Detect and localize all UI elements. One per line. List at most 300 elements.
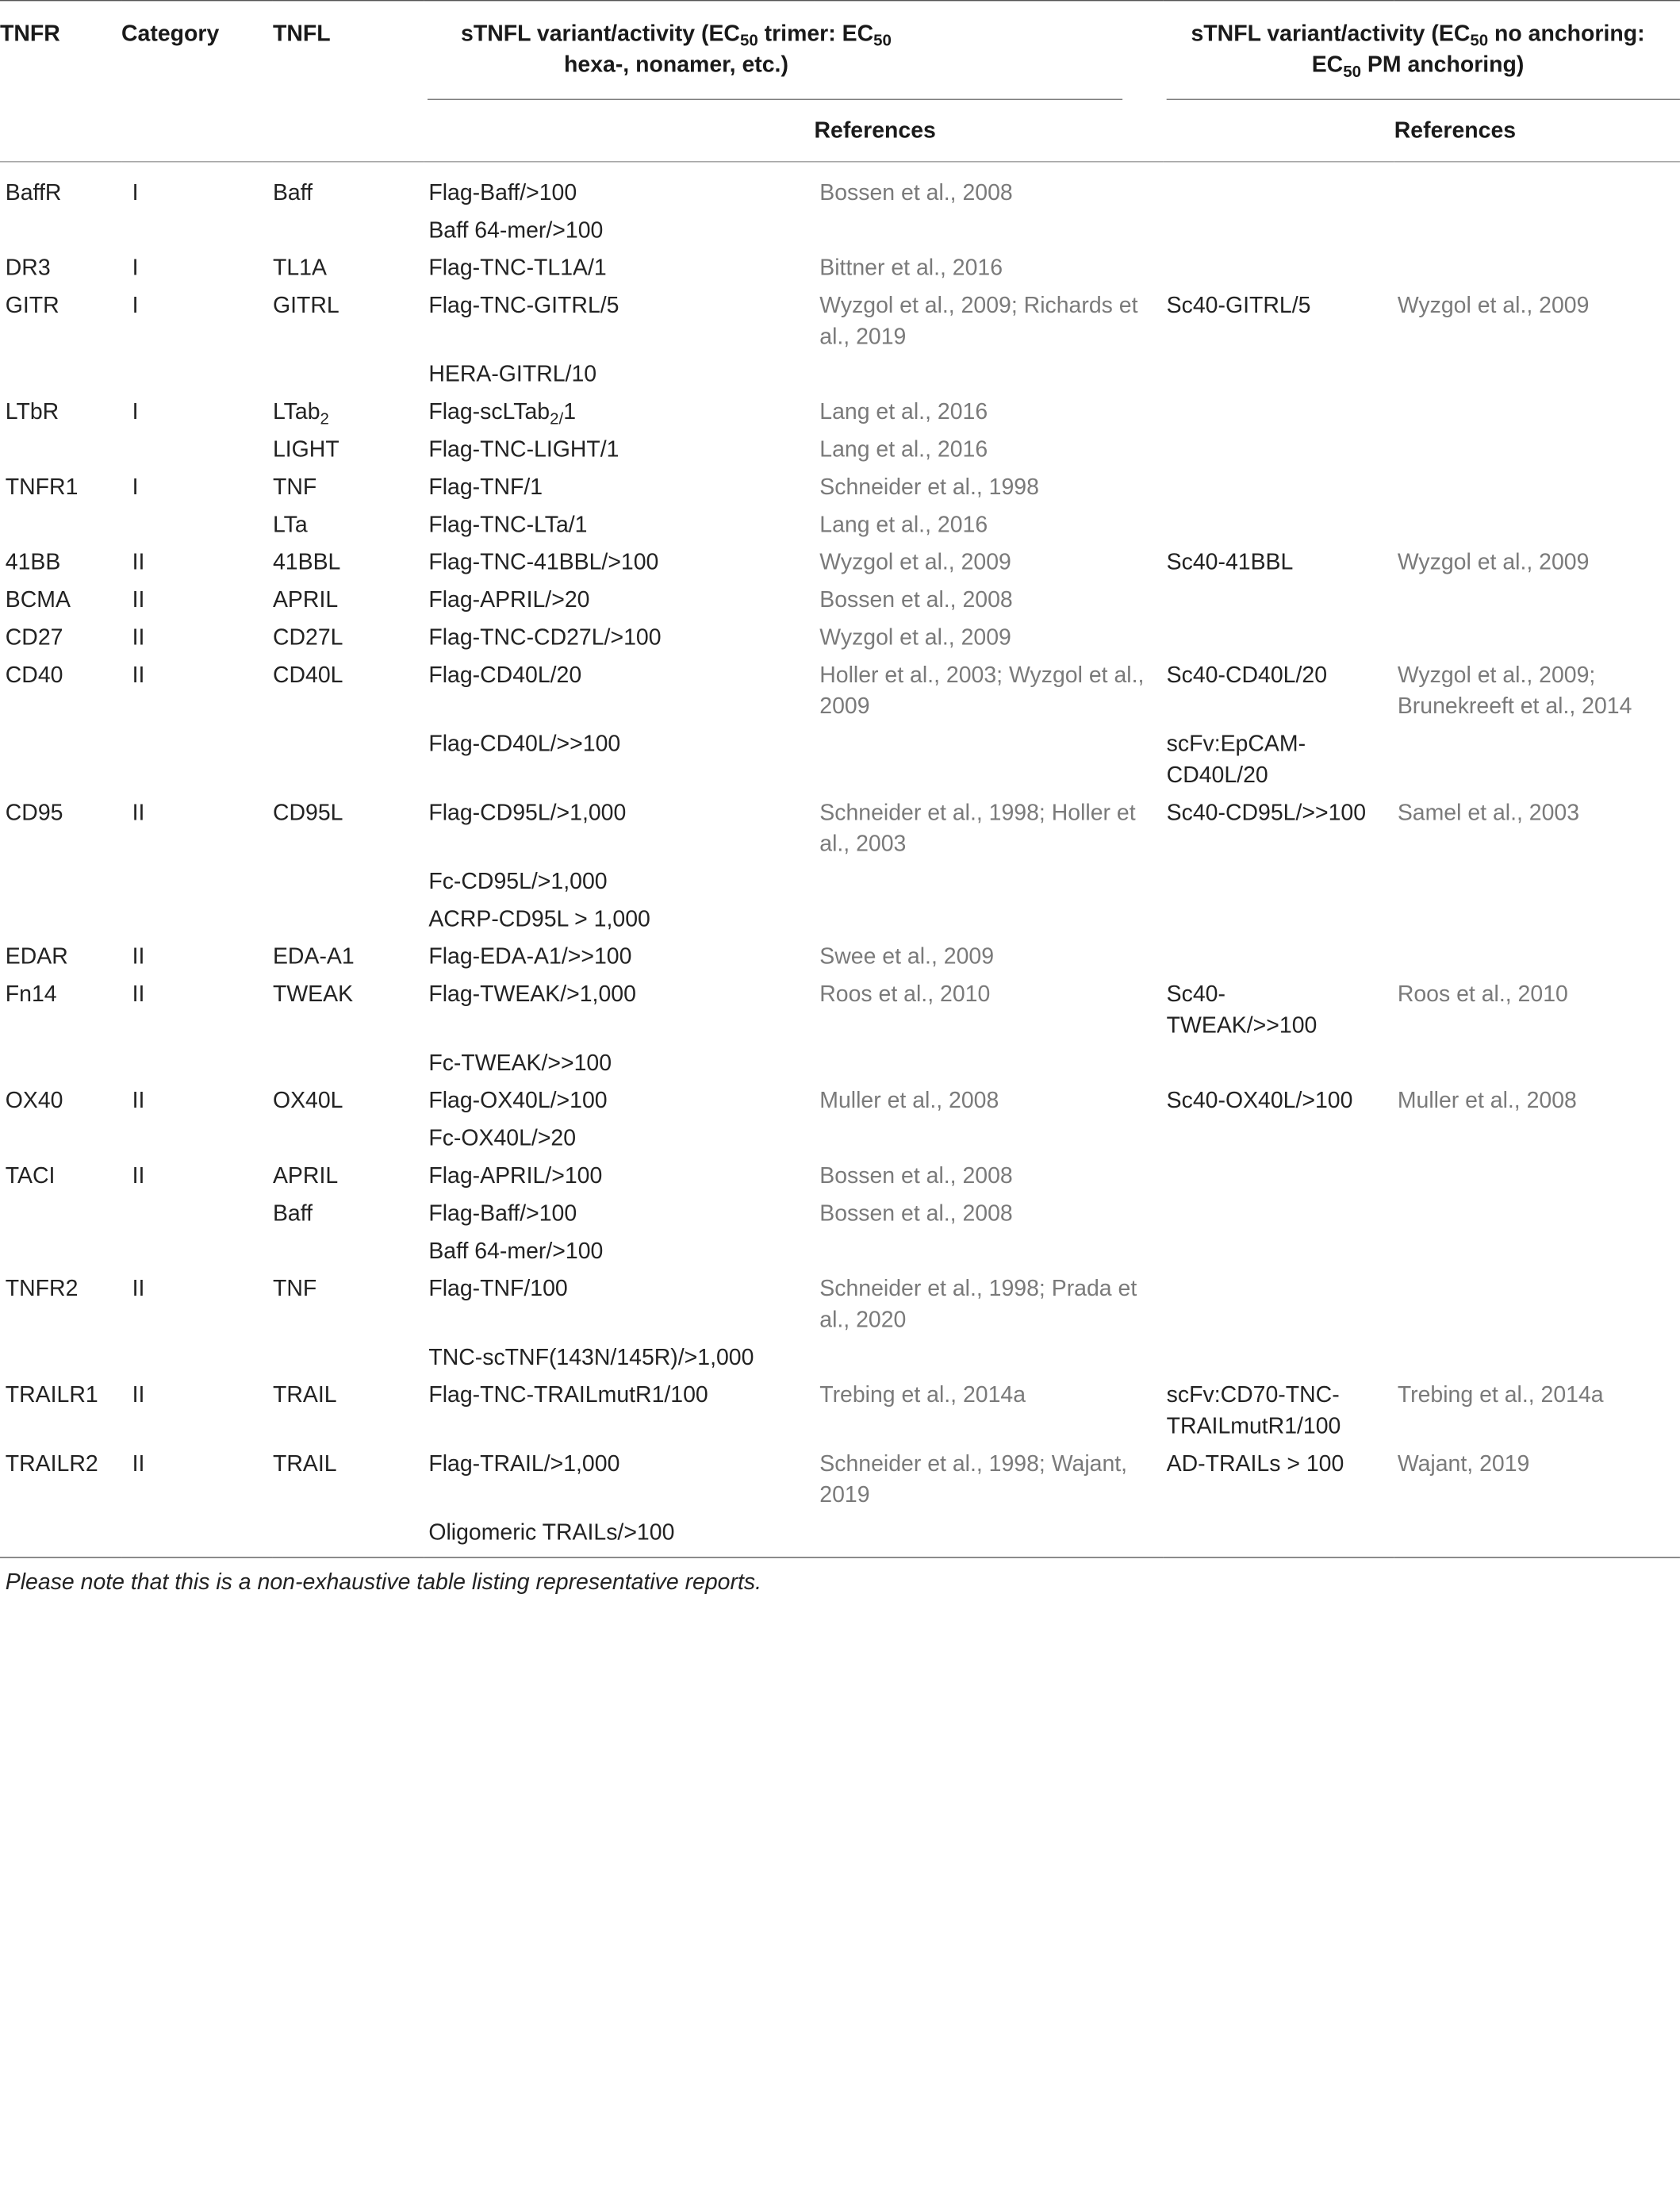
table-row <box>0 1082 1680 1120</box>
cell-reference-anchoring <box>1394 1082 1680 1120</box>
cell-variant-oligomer <box>424 1377 815 1446</box>
cell-reference-anchoring-text: Roos et al., 2010 <box>1397 981 1568 1007</box>
cell-variant-anchoring-text: Sc40-CD40L/20 <box>1166 663 1328 688</box>
cell-tnfl-text: TL1A <box>272 255 327 281</box>
cell-tnfl-text: LIGHT <box>272 437 339 463</box>
cell-reference-anchoring <box>1394 938 1680 975</box>
cell-variant-anchoring <box>1164 619 1394 656</box>
cell-variant-oligomer-text: Flag-TNC-TRAILmutR1/100 <box>428 1382 708 1408</box>
cell-reference-oligomer <box>814 1339 1163 1376</box>
cell-variant-anchoring <box>1164 582 1394 619</box>
cell-variant-oligomer-text: Flag-Baff/>100 <box>428 1200 577 1227</box>
cell-tnfr <box>0 1082 121 1120</box>
cell-reference-oligomer-text: Wyzgol et al., 2009 <box>819 625 1011 651</box>
cell-reference-anchoring-text: Samel et al., 2003 <box>1397 800 1580 826</box>
table-row <box>0 1120 1680 1157</box>
cell-reference-anchoring <box>1394 1377 1680 1446</box>
cell-reference-anchoring <box>1394 394 1680 431</box>
cell-variant-anchoring-text: Sc40-CD95L/>>100 <box>1166 800 1367 826</box>
cell-reference-oligomer-text: Bossen et al., 2008 <box>819 180 1013 205</box>
cell-tnfr <box>0 431 121 468</box>
cell-reference-oligomer-text: Schneider et al., 1998; Prada et al., 2020 <box>819 1276 1137 1333</box>
cell-category <box>121 249 273 286</box>
cell-variant-anchoring <box>1164 212 1394 249</box>
cell-reference-oligomer <box>814 1270 1163 1339</box>
cell-reference-oligomer <box>814 938 1163 975</box>
table-row <box>0 938 1680 975</box>
cell-tnfl <box>273 1377 424 1446</box>
cell-tnfr <box>0 1339 121 1376</box>
cell-variant-anchoring-text: Sc40-GITRL/5 <box>1166 293 1311 318</box>
table-row <box>0 1270 1680 1339</box>
cell-tnfl-text: Baff <box>272 180 313 205</box>
table-row <box>0 1232 1680 1269</box>
cell-tnfr <box>0 1514 121 1557</box>
header-variant-anchoring-sub2: 50 <box>1343 63 1361 82</box>
cell-variant-anchoring <box>1164 468 1394 505</box>
cell-tnfr <box>0 901 121 938</box>
cell-variant-oligomer-text: Fc-CD95L/>1,000 <box>428 869 608 894</box>
cell-tnfl <box>273 1445 424 1514</box>
cell-category-text: II <box>132 625 145 651</box>
table-row <box>0 725 1680 794</box>
cell-reference-anchoring <box>1394 1195 1680 1232</box>
table-row <box>0 619 1680 656</box>
cell-variant-oligomer <box>424 862 815 900</box>
cell-variant-oligomer-text: Flag-EDA-A1/>>100 <box>428 944 632 970</box>
cell-reference-anchoring <box>1394 976 1680 1045</box>
cell-reference-oligomer-text: Bittner et al., 2016 <box>819 255 1003 281</box>
cell-variant-anchoring <box>1164 1377 1394 1446</box>
cell-tnfr <box>0 582 121 619</box>
cell-variant-anchoring <box>1164 355 1394 393</box>
cell-variant-oligomer-text: Fc-TWEAK/>>100 <box>428 1050 612 1076</box>
cell-reference-oligomer <box>814 162 1163 212</box>
cell-variant-oligomer <box>424 162 815 212</box>
cell-category <box>121 543 273 581</box>
cell-category-text: II <box>132 587 145 613</box>
cell-reference-oligomer-text: Schneider et al., 1998; Wajant, 2019 <box>819 1451 1128 1508</box>
cell-reference-oligomer <box>814 1377 1163 1446</box>
header-variant-oligomer-mid: trimer: EC <box>758 21 874 47</box>
cell-tnfr <box>0 212 121 249</box>
table-row <box>0 1044 1680 1081</box>
cell-reference-oligomer <box>814 1157 1163 1194</box>
cell-tnfl-text: EDA-A1 <box>272 944 355 970</box>
cell-reference-anchoring-text: Wajant, 2019 <box>1397 1451 1530 1477</box>
cell-variant-oligomer <box>424 1044 815 1081</box>
cell-variant-oligomer-text: Flag-OX40L/>100 <box>428 1088 608 1113</box>
cell-tnfl <box>273 394 424 431</box>
cell-variant-oligomer <box>424 212 815 249</box>
cell-variant-oligomer-text: Baff 64-mer/>100 <box>428 217 604 244</box>
cell-variant-anchoring <box>1164 1270 1394 1339</box>
cell-variant-anchoring <box>1164 862 1394 900</box>
cell-tnfr <box>0 1270 121 1339</box>
cell-reference-oligomer <box>814 1044 1163 1081</box>
cell-category <box>121 1232 273 1269</box>
cell-reference-anchoring <box>1394 656 1680 725</box>
cell-category <box>121 212 273 249</box>
cell-variant-oligomer <box>424 1514 815 1557</box>
cell-variant-anchoring <box>1164 1044 1394 1081</box>
cell-variant-oligomer-text: Flag-APRIL/>100 <box>428 1163 603 1189</box>
cell-reference-oligomer-text: Lang et al., 2016 <box>819 512 988 538</box>
header-variant-oligomer-pre: sTNFL variant/activity (EC <box>461 21 740 47</box>
cell-reference-oligomer <box>814 656 1163 725</box>
cell-reference-anchoring <box>1394 1339 1680 1376</box>
cell-variant-oligomer <box>424 1339 815 1376</box>
cell-category <box>121 1514 273 1557</box>
cell-variant-oligomer-subscript: 2/ <box>550 409 564 428</box>
cell-reference-anchoring <box>1394 249 1680 286</box>
cell-variant-anchoring <box>1164 1120 1394 1157</box>
cell-reference-oligomer <box>814 506 1163 543</box>
cell-tnfl-text: TNF <box>272 474 317 500</box>
cell-variant-oligomer-text: ACRP-CD95L > 1,000 <box>428 906 650 932</box>
cell-variant-anchoring <box>1164 656 1394 725</box>
table-row <box>0 543 1680 581</box>
header-variant-anchoring-mid: no anchoring: EC <box>1311 21 1645 78</box>
cell-variant-anchoring <box>1164 394 1394 431</box>
table-row <box>0 249 1680 286</box>
cell-tnfr <box>0 355 121 393</box>
cell-tnfr <box>0 1377 121 1446</box>
cell-tnfr <box>0 938 121 975</box>
cell-reference-oligomer <box>814 901 1163 938</box>
cell-reference-anchoring <box>1394 431 1680 468</box>
cell-variant-oligomer <box>424 1270 815 1339</box>
cell-category <box>121 938 273 975</box>
cell-tnfl-text: APRIL <box>272 587 339 613</box>
cell-variant-oligomer-text: Flag-Baff/>100 <box>428 180 577 205</box>
cell-tnfr <box>0 656 121 725</box>
cell-category-text: I <box>132 474 139 500</box>
cell-variant-oligomer-text: Flag-TNC-LTa/1 <box>428 512 588 538</box>
table-row <box>0 431 1680 468</box>
cell-tnfr-text: BaffR <box>5 180 62 205</box>
cell-variant-oligomer-text: Flag-scLTab <box>428 399 550 424</box>
cell-tnfr <box>0 468 121 505</box>
cell-category <box>121 431 273 468</box>
cell-tnfl <box>273 1232 424 1269</box>
cell-variant-oligomer-text: Flag-TNC-LIGHT/1 <box>428 437 619 463</box>
cell-tnfl <box>273 619 424 656</box>
cell-category-text: II <box>132 663 145 688</box>
header-variant-anchoring-pre: sTNFL variant/activity (EC <box>1191 21 1471 47</box>
cell-tnfl-text: LTa <box>272 512 308 538</box>
cell-variant-anchoring-text: AD-TRAILs > 100 <box>1166 1451 1344 1477</box>
cell-reference-anchoring <box>1394 619 1680 656</box>
cell-variant-oligomer <box>424 506 815 543</box>
cell-variant-anchoring <box>1164 1339 1394 1376</box>
cell-tnfl <box>273 656 424 725</box>
cell-variant-anchoring-text: Sc40-41BBL <box>1166 550 1294 575</box>
cell-variant-anchoring <box>1164 794 1394 863</box>
cell-tnfr-text: TRAILR1 <box>5 1382 98 1408</box>
cell-category-text: II <box>132 981 145 1007</box>
header-variant-anchoring-sub: 50 <box>1470 31 1489 51</box>
cell-reference-oligomer-text: Swee et al., 2009 <box>819 944 995 970</box>
cell-tnfr <box>0 287 121 356</box>
cell-tnfl-text: TWEAK <box>272 981 354 1007</box>
cell-tnfl-text: OX40L <box>272 1088 343 1113</box>
table-row <box>0 582 1680 619</box>
cell-variant-anchoring <box>1164 901 1394 938</box>
cell-reference-anchoring <box>1394 1120 1680 1157</box>
cell-variant-anchoring <box>1164 938 1394 975</box>
cell-reference-anchoring <box>1394 1232 1680 1269</box>
cell-tnfl <box>273 162 424 212</box>
cell-category <box>121 1195 273 1232</box>
cell-variant-oligomer <box>424 1157 815 1194</box>
cell-tnfl-text: CD95L <box>272 800 343 826</box>
cell-reference-anchoring <box>1394 582 1680 619</box>
cell-variant-anchoring <box>1164 1082 1394 1120</box>
cell-category <box>121 619 273 656</box>
cell-variant-anchoring <box>1164 431 1394 468</box>
cell-category-text: II <box>132 1382 145 1408</box>
cell-tnfr-text: CD40 <box>5 663 63 688</box>
cell-variant-oligomer <box>424 582 815 619</box>
cell-reference-oligomer <box>814 431 1163 468</box>
cell-tnfr-text: CD95 <box>5 800 63 826</box>
cell-category-text: I <box>132 180 139 205</box>
cell-reference-oligomer-text: Roos et al., 2010 <box>819 981 991 1007</box>
cell-tnfl <box>273 1339 424 1376</box>
cell-variant-anchoring <box>1164 1445 1394 1514</box>
cell-reference-oligomer <box>814 619 1163 656</box>
cell-variant-oligomer-text: Flag-TNC-41BBL/>100 <box>428 550 659 575</box>
cell-reference-oligomer <box>814 543 1163 581</box>
cell-category <box>121 1044 273 1081</box>
cell-tnfr <box>0 1195 121 1232</box>
cell-reference-anchoring <box>1394 901 1680 938</box>
header-variant-oligomer-post: hexa-, nonamer, etc.) <box>564 52 788 78</box>
cell-variant-oligomer <box>424 1232 815 1269</box>
cell-variant-oligomer <box>424 619 815 656</box>
cell-category-text: II <box>132 1088 145 1113</box>
cell-tnfr <box>0 725 121 794</box>
cell-category <box>121 1377 273 1446</box>
cell-reference-anchoring <box>1394 162 1680 212</box>
cell-tnfr <box>0 619 121 656</box>
header-variant-anchoring-post: PM anchoring) <box>1360 52 1525 78</box>
header-variant-oligomer-sub: 50 <box>739 31 758 51</box>
cell-tnfr <box>0 543 121 581</box>
cell-tnfl-text: CD27L <box>272 625 343 651</box>
cell-tnfl <box>273 506 424 543</box>
cell-category <box>121 1157 273 1194</box>
cell-tnfr-text: BCMA <box>5 587 71 613</box>
cell-tnfr-text: CD27 <box>5 625 63 651</box>
table-row <box>0 1514 1680 1557</box>
cell-tnfl-text: GITRL <box>272 293 339 318</box>
cell-variant-anchoring <box>1164 1514 1394 1557</box>
table-row <box>0 162 1680 212</box>
cell-variant-oligomer-text: HERA-GITRL/10 <box>428 362 597 387</box>
cell-variant-anchoring <box>1164 725 1394 794</box>
cell-category <box>121 287 273 356</box>
table-body <box>0 162 1680 1557</box>
cell-variant-oligomer <box>424 725 815 794</box>
table-row <box>0 355 1680 393</box>
cell-tnfr-text: OX40 <box>5 1088 63 1113</box>
cell-category-text: II <box>132 1276 145 1301</box>
cell-category-text: I <box>132 399 139 424</box>
table-row <box>0 1377 1680 1446</box>
cell-tnfl <box>273 212 424 249</box>
cell-variant-oligomer <box>424 1082 815 1120</box>
cell-variant-oligomer-text: Flag-TNC-TL1A/1 <box>428 255 607 281</box>
cell-tnfl-text: TRAIL <box>272 1451 337 1477</box>
cell-reference-anchoring <box>1394 543 1680 581</box>
cell-category-text: II <box>132 1163 145 1189</box>
cell-reference-oligomer-text: Muller et al., 2008 <box>819 1088 999 1113</box>
cell-category <box>121 794 273 863</box>
cell-reference-oligomer <box>814 1120 1163 1157</box>
cell-variant-oligomer <box>424 468 815 505</box>
cell-tnfr-text: TNFR1 <box>5 474 79 500</box>
cell-variant-oligomer-text: Fc-OX40L/>20 <box>428 1126 577 1151</box>
cell-tnfr <box>0 1044 121 1081</box>
cell-reference-oligomer-text: Lang et al., 2016 <box>819 437 988 463</box>
cell-category <box>121 1082 273 1120</box>
cell-variant-anchoring-text: Sc40-TWEAK/>>100 <box>1166 981 1318 1039</box>
cell-category <box>121 355 273 393</box>
cell-reference-oligomer-text: Bossen et al., 2008 <box>819 587 1013 613</box>
cell-variant-oligomer-text: Oligomeric TRAILs/>100 <box>428 1520 675 1546</box>
header-variant-oligomer-sub2: 50 <box>873 31 892 51</box>
cell-reference-anchoring-text: Wyzgol et al., 2009; Brunekreeft et al., 2014 <box>1397 663 1632 719</box>
cell-category <box>121 1270 273 1339</box>
cell-reference-oligomer <box>814 1445 1163 1514</box>
cell-variant-oligomer-text: Flag-CD95L/>1,000 <box>428 800 627 826</box>
cell-tnfr <box>0 976 121 1045</box>
cell-tnfl-text: LTab <box>272 399 320 424</box>
header-tnfl: TNFL <box>272 21 331 47</box>
cell-category <box>121 725 273 794</box>
cell-tnfl-text: TRAIL <box>272 1382 337 1408</box>
table-row <box>0 794 1680 863</box>
cell-reference-anchoring <box>1394 1445 1680 1514</box>
cell-tnfl <box>273 1157 424 1194</box>
cell-category <box>121 862 273 900</box>
cell-tnfr <box>0 249 121 286</box>
cell-category <box>121 468 273 505</box>
cell-reference-oligomer <box>814 394 1163 431</box>
cell-reference-oligomer <box>814 1232 1163 1269</box>
cell-reference-oligomer <box>814 212 1163 249</box>
cell-tnfl <box>273 543 424 581</box>
cell-category <box>121 976 273 1045</box>
cell-tnfl <box>273 794 424 863</box>
cell-reference-anchoring <box>1394 468 1680 505</box>
cell-tnfr <box>0 862 121 900</box>
cell-tnfr-text: TACI <box>5 1163 56 1189</box>
cell-variant-oligomer <box>424 1120 815 1157</box>
cell-tnfl <box>273 1514 424 1557</box>
cell-reference-anchoring <box>1394 862 1680 900</box>
cell-tnfl-text: Baff <box>272 1200 313 1227</box>
cell-reference-oligomer-text: Trebing et al., 2014a <box>819 1382 1026 1408</box>
cell-reference-oligomer <box>814 976 1163 1045</box>
cell-category <box>121 162 273 212</box>
cell-variant-oligomer-text: Flag-CD40L/>>100 <box>428 732 621 757</box>
cell-tnfr-text: LTbR <box>5 399 59 424</box>
cell-variant-oligomer <box>424 794 815 863</box>
cell-variant-oligomer <box>424 938 815 975</box>
cell-reference-oligomer <box>814 468 1163 505</box>
cell-reference-oligomer <box>814 1082 1163 1120</box>
header-category: Category <box>121 21 220 47</box>
cell-variant-oligomer-text: Flag-TNC-CD27L/>100 <box>428 625 662 651</box>
cell-variant-oligomer <box>424 249 815 286</box>
cell-tnfl-text: CD40L <box>272 663 343 688</box>
cell-category <box>121 1120 273 1157</box>
cell-tnfr-text: TNFR2 <box>5 1276 79 1301</box>
cell-category <box>121 582 273 619</box>
cell-reference-oligomer-text: Bossen et al., 2008 <box>819 1163 1013 1189</box>
table-row <box>0 394 1680 431</box>
cell-category <box>121 656 273 725</box>
header-variant-oligomer <box>424 1 1164 80</box>
cell-variant-anchoring <box>1164 1157 1394 1194</box>
cell-reference-anchoring <box>1394 725 1680 794</box>
cell-variant-anchoring <box>1164 1195 1394 1232</box>
cell-reference-oligomer-text: Schneider et al., 1998 <box>819 474 1039 500</box>
cell-tnfr-text: TRAILR2 <box>5 1451 98 1477</box>
header-variant-anchoring <box>1164 1 1680 80</box>
cell-tnfr-text: GITR <box>5 293 59 318</box>
cell-reference-oligomer-text: Lang et al., 2016 <box>819 399 988 424</box>
cell-variant-anchoring <box>1164 543 1394 581</box>
header-references-2: References <box>1394 100 1680 162</box>
cell-category-text: II <box>132 944 145 970</box>
cell-variant-oligomer-text: Flag-TNF/1 <box>428 474 543 500</box>
cell-category-text: I <box>132 293 139 318</box>
cell-reference-oligomer-text: Wyzgol et al., 2009 <box>819 550 1011 575</box>
cell-variant-oligomer <box>424 287 815 356</box>
cell-tnfl-text: TNF <box>272 1276 317 1301</box>
cell-tnfl <box>273 862 424 900</box>
cell-tnfl <box>273 582 424 619</box>
cell-tnfr <box>0 506 121 543</box>
cell-category-text: II <box>132 1451 145 1477</box>
table-row <box>0 212 1680 249</box>
cell-tnfl <box>273 468 424 505</box>
cell-category-text: I <box>132 255 139 281</box>
cell-variant-oligomer <box>424 1195 815 1232</box>
cell-tnfr <box>0 1157 121 1194</box>
table-row <box>0 976 1680 1045</box>
cell-variant-anchoring-text: scFv:CD70-TNC-TRAILmutR1/100 <box>1166 1382 1341 1439</box>
cell-reference-oligomer <box>814 1195 1163 1232</box>
cell-variant-oligomer-text: Flag-TRAIL/>1,000 <box>428 1451 620 1477</box>
cell-reference-oligomer <box>814 249 1163 286</box>
cell-variant-anchoring-text: scFv:EpCAM-CD40L/20 <box>1166 732 1306 788</box>
cell-reference-oligomer <box>814 862 1163 900</box>
cell-tnfr <box>0 794 121 863</box>
cell-tnfr <box>0 394 121 431</box>
cell-category <box>121 506 273 543</box>
table-row <box>0 1445 1680 1514</box>
cell-tnfr <box>0 1120 121 1157</box>
table-row <box>0 656 1680 725</box>
cell-tnfr-text: DR3 <box>5 255 51 281</box>
cell-variant-anchoring <box>1164 287 1394 356</box>
cell-variant-oligomer <box>424 976 815 1045</box>
